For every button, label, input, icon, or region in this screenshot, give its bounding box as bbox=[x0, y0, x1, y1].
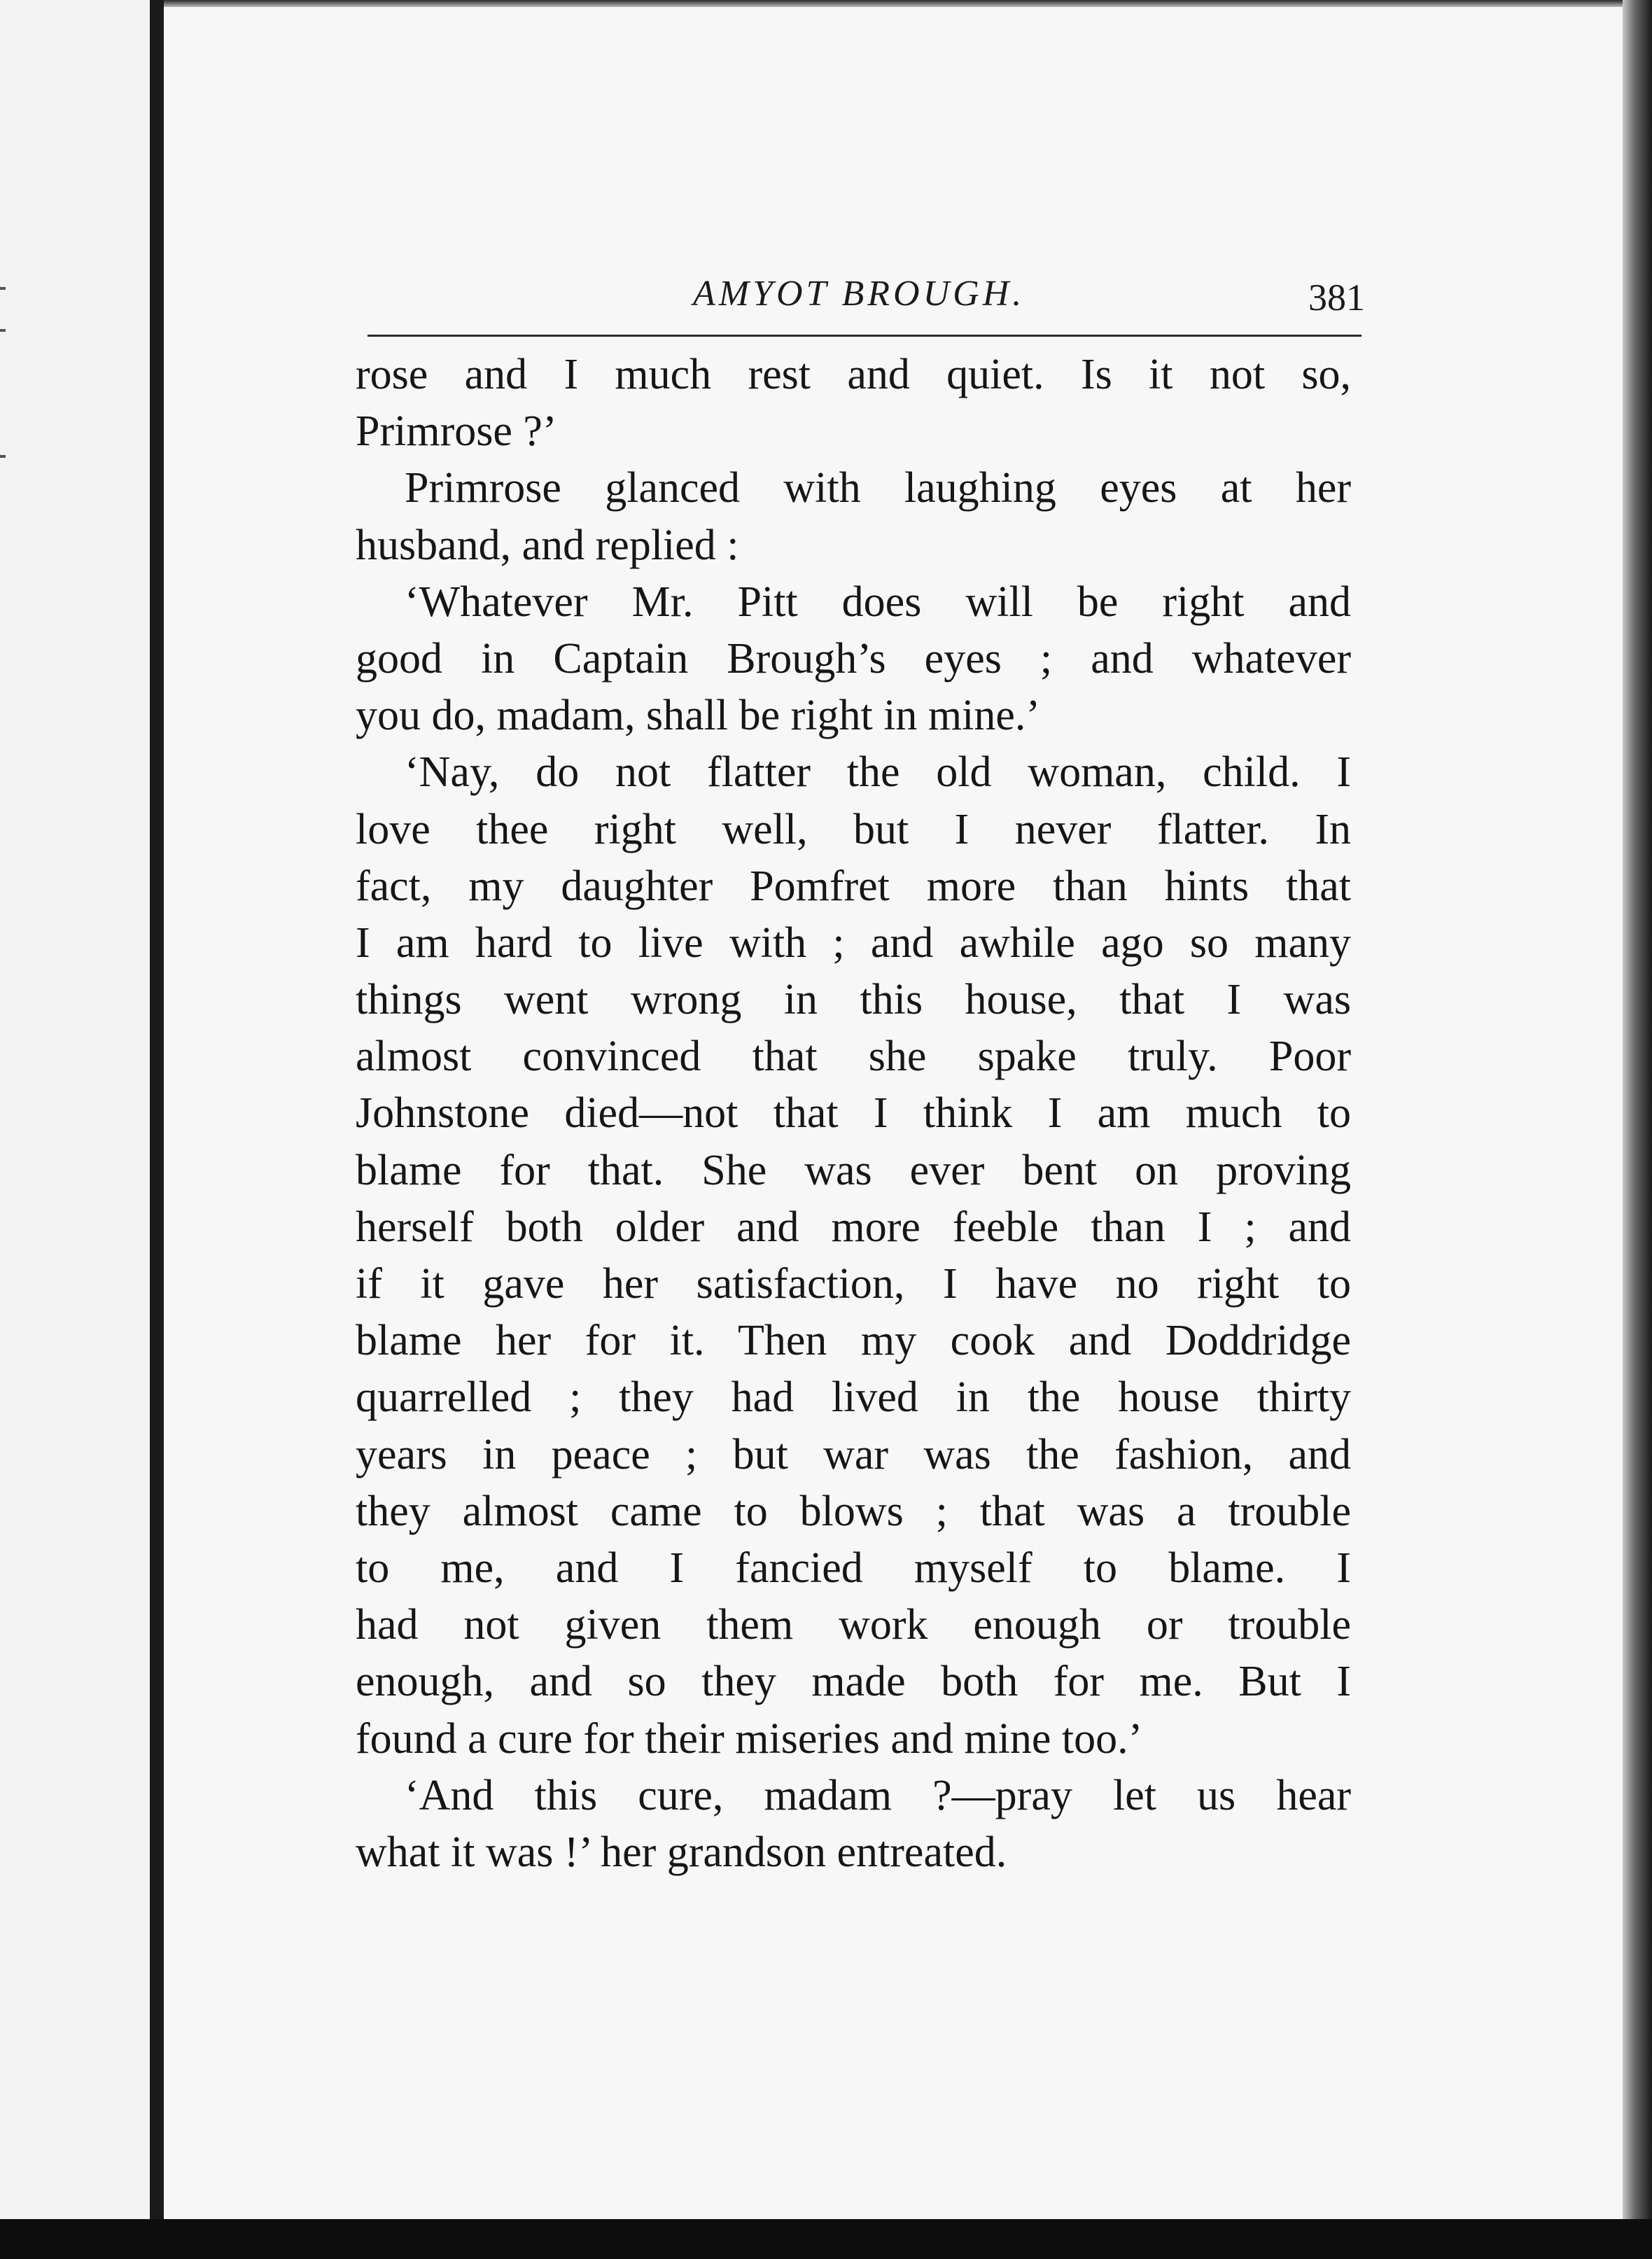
text-line: blame her for it. Then my cook and Doddridge bbox=[356, 1317, 1351, 1365]
text-line: they almost came to blows ; that was a trouble bbox=[356, 1487, 1351, 1535]
text-line: fact, my daughter Pomfret more than hints that bbox=[356, 862, 1351, 910]
text-line: blame for that. She was ever bent on proving bbox=[356, 1146, 1351, 1194]
page-right-edge bbox=[1623, 0, 1652, 2259]
text-line: ‘Whatever Mr. Pitt does will be right and bbox=[405, 578, 1351, 626]
text-line: Primrose glanced with laughing eyes at her bbox=[405, 464, 1351, 512]
book-spine bbox=[150, 0, 164, 2259]
header-rule bbox=[368, 335, 1362, 337]
text-line: things went wrong in this house, that I was bbox=[356, 976, 1351, 1024]
text-line: what it was !’ her grandson entreated. bbox=[356, 1828, 1007, 1876]
text-line: quarrelled ; they had lived in the house thirty bbox=[356, 1373, 1351, 1422]
text-line: to me, and I fancied myself to blame. I bbox=[356, 1544, 1351, 1592]
text-line: if it gave her satisfaction, I have no right to bbox=[356, 1260, 1351, 1308]
text-line: ‘And this cure, madam ?—pray let us hear bbox=[405, 1771, 1351, 1819]
text-line: Johnstone died—not that I think I am much to bbox=[356, 1089, 1351, 1138]
text-line: almost convinced that she spake truly. Poor bbox=[356, 1033, 1351, 1081]
text-line: you do, madam, shall be right in mine.’ bbox=[356, 692, 1041, 740]
text-line: herself both older and more feeble than I ; and bbox=[356, 1203, 1351, 1251]
edge-mark bbox=[0, 329, 6, 332]
edge-mark bbox=[0, 455, 6, 458]
edge-mark bbox=[0, 287, 6, 290]
body-text bbox=[356, 347, 1351, 1881]
text-line: good in Captain Brough’s eyes ; and whatever bbox=[356, 634, 1351, 683]
text-line: I am hard to live with ; and awhile ago so many bbox=[356, 918, 1351, 967]
text-line: enough, and so they made both for me. But I bbox=[356, 1658, 1351, 1706]
scan-bottom-edge bbox=[0, 2219, 1652, 2259]
text-line: rose and I much rest and quiet. Is it not so, bbox=[356, 351, 1351, 398]
page-header bbox=[371, 265, 1365, 321]
text-line: had not given them work enough or trouble bbox=[356, 1601, 1351, 1649]
text-line: ‘Nay, do not flatter the old woman, child. I bbox=[405, 748, 1351, 797]
text-line: found a cure for their miseries and mine too.’ bbox=[356, 1714, 1143, 1763]
text-line: Primrose ?’ bbox=[356, 407, 557, 456]
text-line: love thee right well, but I never flatter. In bbox=[356, 805, 1351, 853]
running-title: AMYOT BROUGH. bbox=[693, 274, 1026, 314]
page-number: 381 bbox=[1308, 277, 1365, 319]
page-top-edge bbox=[164, 0, 1652, 7]
text-line: husband, and replied : bbox=[356, 521, 739, 569]
text-line: years in peace ; but war was the fashion, and bbox=[356, 1430, 1351, 1478]
